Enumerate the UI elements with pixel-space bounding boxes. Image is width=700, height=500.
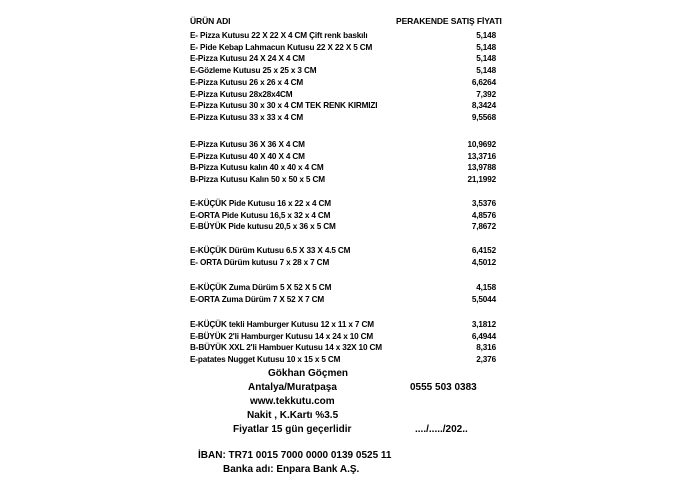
product-price: 6,4944 — [471, 331, 496, 341]
product-price: 5,5044 — [471, 294, 496, 304]
product-name: E-Pizza Kutusu 24 X 24 X 4 CM — [190, 54, 305, 64]
product-price: 4,8576 — [471, 210, 496, 220]
product-price: 3,1812 — [471, 320, 496, 329]
iban: İBAN: TR71 0015 7000 0000 0139 0525 11 — [198, 450, 392, 461]
product-name: B-BÜYÜK XXL 2'li Hambuer Kutusu 14 x 32X 10 CM — [190, 343, 382, 353]
table-row — [190, 331, 496, 342]
table-row — [190, 282, 496, 293]
table-row — [190, 221, 496, 232]
product-name: E-patates Nugget Kutusu 10 x 15 x 5 CM — [190, 355, 341, 365]
table-row — [190, 198, 496, 209]
product-name: B-Pizza Kutusu Kalın 50 x 50 x 5 CM — [190, 175, 325, 185]
product-name: E-KÜÇÜK Dürüm Kutusu 6.5 X 33 X 4.5 CM — [190, 246, 351, 255]
product-price: 21,1992 — [467, 175, 496, 185]
product-price: 4,158 — [476, 283, 496, 292]
product-name: E-ORTA Zuma Dürüm 7 X 52 X 7 CM — [190, 294, 325, 304]
product-name-header: ÜRÜN ADI — [190, 16, 231, 26]
product-name: E- ORTA Dürüm kutusu 7 x 28 x 7 CM — [190, 257, 330, 267]
table-row — [190, 77, 496, 88]
table-row — [190, 294, 496, 305]
product-name: E-Pizza Kutusu 30 x 30 x 4 CM TEK RENK KIRMIZI — [190, 101, 378, 111]
product-price: 9,5568 — [471, 112, 496, 122]
retail-price-header: PERAKENDE SATIŞ FİYATI — [396, 16, 502, 26]
bank-name: Banka adı: Enpara Bank A.Ş. — [223, 464, 360, 475]
product-name: E- Pizza Kutusu 22 X 22 X 4 CM Çift renk baskılı — [190, 31, 368, 40]
product-price: 13,3716 — [467, 151, 496, 161]
product-price: 8,316 — [476, 343, 496, 353]
product-name: E-ORTA Pide Kutusu 16,5 x 32 x 4 CM — [190, 210, 331, 220]
table-row — [190, 42, 496, 53]
product-price: 10,9692 — [467, 140, 496, 149]
product-name: E-Gözleme Kutusu 25 x 25 x 3 CM — [190, 66, 317, 76]
payment-terms: Nakit , K.Kartı %3.5 — [247, 410, 339, 421]
product-name: E-Pizza Kutusu 26 x 26 x 4 CM — [190, 77, 304, 87]
product-name: E-Pizza Kutusu 36 X 36 X 4 CM — [190, 140, 305, 149]
table-row — [190, 319, 496, 330]
product-name: B-Pizza Kutusu kalın 40 x 40 x 4 CM — [190, 163, 324, 173]
product-price: 7,392 — [476, 89, 496, 99]
product-price: 6,6264 — [471, 77, 496, 87]
product-price: 5,148 — [476, 66, 496, 76]
contact-name: Gökhan Göçmen — [268, 368, 349, 379]
product-name: E-BÜYÜK Pide kutusu 20,5 x 36 x 5 CM — [190, 222, 336, 232]
product-price: 7,8672 — [471, 222, 496, 232]
table-row — [190, 89, 496, 100]
product-price: 2,376 — [476, 355, 496, 365]
table-row — [190, 342, 496, 353]
product-price: 13,9788 — [467, 163, 496, 173]
table-row — [190, 139, 496, 150]
product-price: 8,3424 — [471, 101, 496, 111]
table-row — [190, 174, 496, 185]
product-name: E-KÜÇÜK Pide Kutusu 16 x 22 x 4 CM — [190, 199, 331, 208]
price-validity: Fiyatlar 15 gün geçerlidir — [233, 424, 352, 435]
product-price: 4,5012 — [471, 257, 496, 267]
table-row — [190, 65, 496, 76]
product-price: 6,4152 — [471, 246, 496, 255]
product-name: E-BÜYÜK 2'li Hamburger Kutusu 14 x 24 x 10 CM — [190, 331, 374, 341]
table-row — [190, 100, 496, 111]
product-price: 5,148 — [476, 54, 496, 64]
product-name: E-Pizza Kutusu 28x28x4CM — [190, 89, 293, 99]
table-row — [190, 354, 496, 365]
product-price: 3,5376 — [471, 199, 496, 208]
table-row — [190, 30, 496, 41]
table-row — [190, 162, 496, 173]
product-price: 5,148 — [476, 31, 496, 40]
product-name: E-Pizza Kutusu 40 X 40 X 4 CM — [190, 151, 305, 161]
website: www.tekkutu.com — [250, 396, 335, 407]
table-row — [190, 151, 496, 162]
table-row — [190, 112, 496, 123]
table-row — [190, 210, 496, 221]
product-name: E- Pide Kebap Lahmacun Kutusu 22 X 22 X 5 CM — [190, 42, 373, 52]
product-name: E-KÜÇÜK tekli Hamburger Kutusu 12 x 11 x 7 CM — [190, 320, 374, 329]
product-name: E-Pizza Kutusu 33 x 33 x 4 CM — [190, 112, 304, 122]
date-blank: ..../...../202.. — [415, 424, 468, 435]
table-row — [190, 257, 496, 268]
table-row — [190, 53, 496, 64]
product-price: 5,148 — [476, 42, 496, 52]
product-name: E-KÜÇÜK Zuma Dürüm 5 X 52 X 5 CM — [190, 283, 332, 292]
table-row — [190, 245, 496, 256]
phone-number: 0555 503 0383 — [410, 382, 477, 393]
location: Antalya/Muratpaşa — [248, 382, 337, 393]
